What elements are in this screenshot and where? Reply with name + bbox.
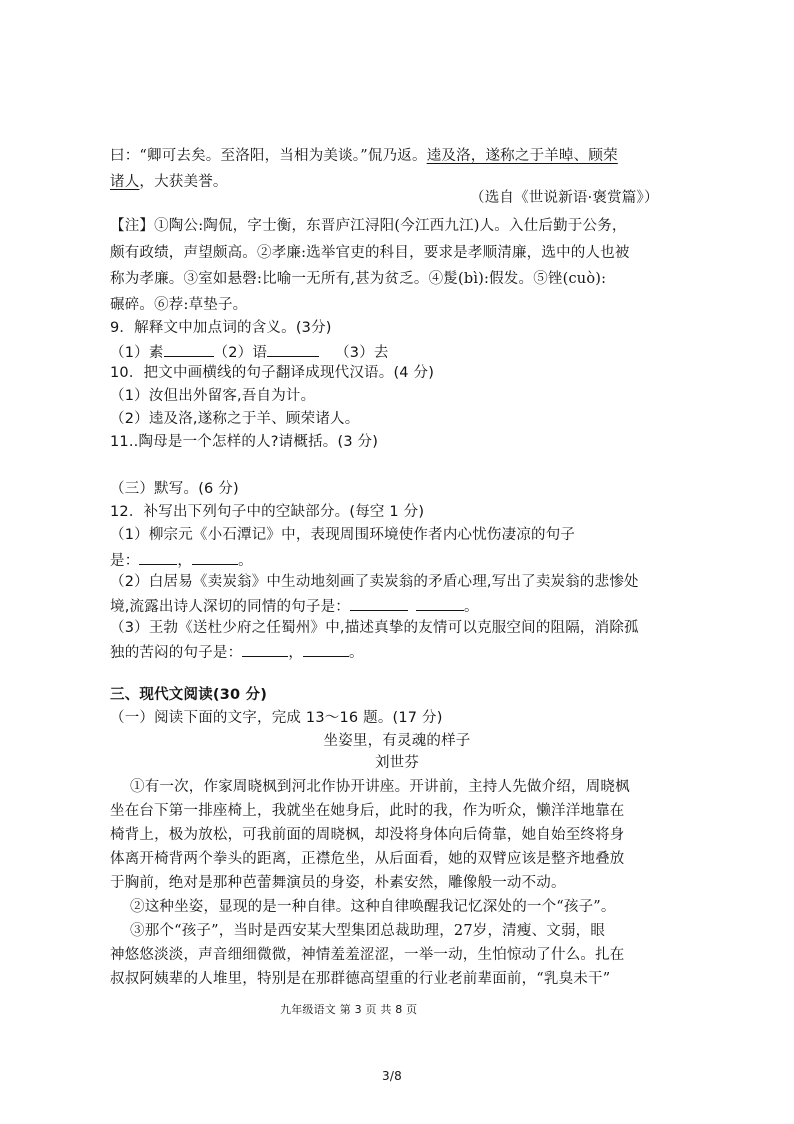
- article-line: 坐在台下第一排座椅上，我就坐在她身后，此时的我，作为听众，懒洋洋地靠在: [110, 803, 625, 819]
- question-10-sentence-1: （1）汝但出外留客,吾自为计。: [110, 388, 316, 404]
- article-author: 刘世芬: [374, 755, 420, 771]
- passage-source: （选自《世说新语·褒赏篇》）: [470, 190, 659, 206]
- dictation-item-1-blanks: [110, 549, 253, 571]
- question-10-sentence-2: （2）逵及洛,遂称之于羊、顾荣诸人。: [110, 411, 360, 427]
- blank-separator: ，: [177, 553, 193, 569]
- blank-prefix: 境,流露出诗人深切的同情的句子是：: [110, 599, 351, 615]
- article-line: ①有一次，作家周晓枫到河北作协开讲座。开讲前，主持人先做介绍，周晓枫: [130, 779, 630, 795]
- answer-blank[interactable]: [139, 549, 177, 565]
- blank-prefix: 是：: [110, 553, 140, 569]
- article-line: ③那个“孩子”，当时是西安某大型集团总裁助理，27岁，清瘦、文弱，眼: [130, 923, 606, 939]
- question-9-stem: 9．解释文中加点词的含义。(3分): [110, 320, 332, 336]
- dictation-item-3-blanks: [110, 641, 364, 663]
- question-9-parts: [110, 341, 389, 363]
- article-line: 神悠悠淡淡，声音细细微微，神情羞羞涩涩，一举一动，生怕惊动了什么。扎在: [110, 947, 625, 963]
- note-line: 颇有政绩，声望颇高。②孝廉:选举官吏的科目，要求是孝顺清廉，选中的人也被: [110, 245, 630, 261]
- q9-part-1: （1）素: [110, 345, 164, 361]
- answer-blank[interactable]: [303, 641, 349, 657]
- passage-text: ，大获美誉。: [139, 174, 228, 190]
- dictation-item-1: （1）柳宗元《小石潭记》中，表现周围环境使作者内心忧伤凄凉的句子: [110, 527, 576, 543]
- dictation-item-2-blanks: [110, 595, 479, 617]
- section-dictation-heading: （三）默写。(6 分): [110, 481, 239, 497]
- question-12-stem: 12．补写出下列句子中的空缺部分。(每空 1 分): [110, 504, 425, 520]
- question-10-stem: 10．把文中画横线的句子翻译成现代汉语。(4 分): [110, 365, 435, 381]
- blank-end: 。: [349, 645, 364, 661]
- note-line: 【注】①陶公:陶侃，字士衡，东晋庐江浔阳(今江西九江)人。入仕后勤于公务，: [110, 218, 627, 234]
- blank-prefix: 独的苦闷的句子是：: [110, 645, 243, 661]
- article-line: 叔叔阿姨辈的人堆里，特别是在那群德高望重的行业老前辈面前，“乳臭未干”: [110, 971, 611, 987]
- dictation-item-3: （3）王勃《送杜少府之任蜀州》中,描述真挚的友情可以克服空间的阻隔，消除孤: [110, 620, 639, 636]
- article-line: 于胸前，绝对是那种芭蕾舞演员的身姿，朴素安然，雕像般一动不动。: [110, 875, 566, 891]
- article-title: 坐姿里，有灵魂的样子: [323, 733, 471, 749]
- underlined-sentence-end: 诸人: [110, 174, 140, 190]
- answer-blank[interactable]: [416, 595, 464, 611]
- answer-blank[interactable]: [267, 341, 319, 357]
- q9-part-3: （3）去: [335, 345, 389, 361]
- page-number: 3/8: [382, 1069, 402, 1083]
- blank-separator: ，: [288, 645, 304, 661]
- passage-line-2: [110, 172, 228, 192]
- note-line: 称为孝廉。③室如悬磬:比喻一无所有,甚为贫乏。④髲(bì):假发。⑤锉(cuò):: [110, 271, 607, 287]
- blank-end: 。: [238, 553, 253, 569]
- answer-blank[interactable]: [242, 641, 288, 657]
- question-11-stem: 11..陶母是一个怎样的人?请概括。(3 分): [110, 434, 379, 450]
- section-modern-heading: 三、现代文阅读(30 分): [110, 687, 268, 703]
- article-line: ②这种坐姿，显现的是一种自律。这种自律唤醒我记忆深处的一个“孩子”。: [130, 899, 616, 915]
- blank-end: 。: [464, 599, 479, 615]
- article-line: 体离开椅背两个拳头的距离，正襟危坐，从后面看，她的双臂应该是整齐地叠放: [110, 851, 625, 867]
- q9-part-2: （2）语: [213, 345, 268, 361]
- dictation-item-2: （2）白居易《卖炭翁》中生动地刻画了卖炭翁的矛盾心理,写出了卖炭翁的悲惨处: [110, 574, 639, 590]
- answer-blank[interactable]: [164, 341, 214, 357]
- note-line: 碾碎。⑥荐:草垫子。: [110, 297, 248, 313]
- page-footer: 九年级语文 第 3 页 共 8 页: [280, 1003, 418, 1016]
- passage-line-1: [110, 146, 618, 166]
- passage-text: 曰：“卿可去矣。至洛阳，当相为美谈。”侃乃返。: [110, 148, 427, 164]
- answer-blank[interactable]: [192, 549, 238, 565]
- underlined-sentence: 逵及洛，遂称之于羊晫、顾荣: [426, 148, 618, 164]
- article-line: 椅背上，极为放松，可我前面的周晓枫，却没将身体向后倚靠，她自始至终将身: [110, 827, 625, 843]
- section-modern-sub: （一）阅读下面的文字，完成 13～16 题。(17 分): [110, 710, 443, 726]
- answer-blank[interactable]: [350, 595, 408, 611]
